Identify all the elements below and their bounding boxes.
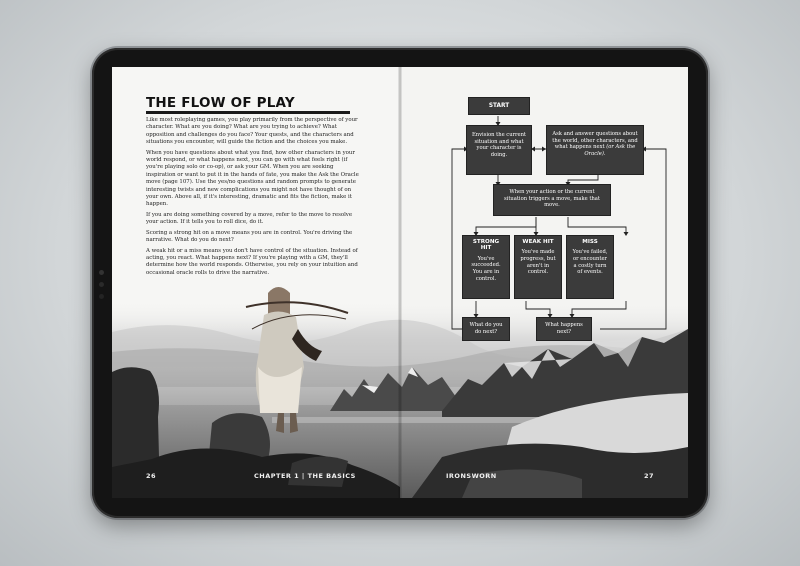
- weak-hit-title: WEAK HIT: [522, 239, 554, 245]
- flow-next-action-box: What do you do next?: [462, 317, 510, 341]
- flow-ask-text: Ask and answer questions about the world, other characters, and what happens next: [552, 131, 638, 151]
- left-page-number: 26: [146, 472, 157, 480]
- flow-trigger-box: When your action or the current situation triggers a move, make that move.: [493, 184, 611, 216]
- strong-hit-body: You've succeeded. You are in control.: [471, 255, 501, 282]
- flow-ask-oracle-link: (or Ask the Oracle).: [584, 144, 636, 157]
- paragraph: If you are doing something covered by a move, refer to the move to resolve your action. If it tells you to roll dice, do it.: [146, 211, 353, 226]
- right-running-footer: IRONSWORN: [446, 472, 497, 480]
- paragraph: A weak hit or a miss means you don't have control of the situation. Instead of acting, you react. What happens next? If you're playing with a GM, they'll determine how the world responds. Otherwise, you rely on your intuition and occasional oracle rolls to drive the narrative.: [146, 247, 358, 276]
- flow-weak-hit-box: [514, 235, 562, 299]
- left-running-footer: CHAPTER 1 | THE BASICS: [254, 472, 356, 480]
- paragraph: When you have questions about what you find, how other characters in your world respond, or what happens next, you can go with what feels right (if you're playing solo or co-op), or ask your GM. When you are seeking inspiration or want to put it in the hands of fate, you make the Ask the Oracle move (page 107). Use the yes/no questions and random prompts to generate interesting twists and new complications you might not have thought of on your own. Above all, if it's interesting, dramatic and fits the fiction, make it happen.: [146, 149, 359, 208]
- sensor-icon: [99, 294, 104, 299]
- miss-body: You've failed, or encounter a costly turn of events.: [572, 249, 608, 276]
- camera-icon: [99, 270, 104, 275]
- flow-miss-box: [566, 235, 614, 299]
- miss-title: MISS: [582, 239, 598, 245]
- paragraph: Scoring a strong hit on a move means you are in control. You're driving the narrative. What do you do next?: [146, 229, 353, 244]
- flow-next-happens-box: What happens next?: [536, 317, 592, 341]
- page-title: THE FLOW OF PLAY: [146, 95, 295, 111]
- flow-ask-box: [546, 125, 644, 175]
- book-spread: [112, 67, 688, 498]
- sensor-icon: [99, 282, 104, 287]
- strong-hit-title: STRONG HIT: [472, 239, 500, 252]
- flow-strong-hit-box: [462, 235, 510, 299]
- paragraph: Like most roleplaying games, you play primarily from the perspective of your character. What are you doing? What are you trying to achieve? What opposition and challenges do you face? Your quests, and the characters and situations you encounter, will guide the fiction and the choices you make.: [146, 117, 358, 146]
- flow-envision-box: Envision the current situation and what your character is doing.: [466, 125, 532, 175]
- right-page-number: 27: [644, 472, 655, 480]
- weak-hit-body: You've made progress, but aren't in control.: [520, 249, 556, 276]
- flow-start-box: START: [468, 97, 530, 115]
